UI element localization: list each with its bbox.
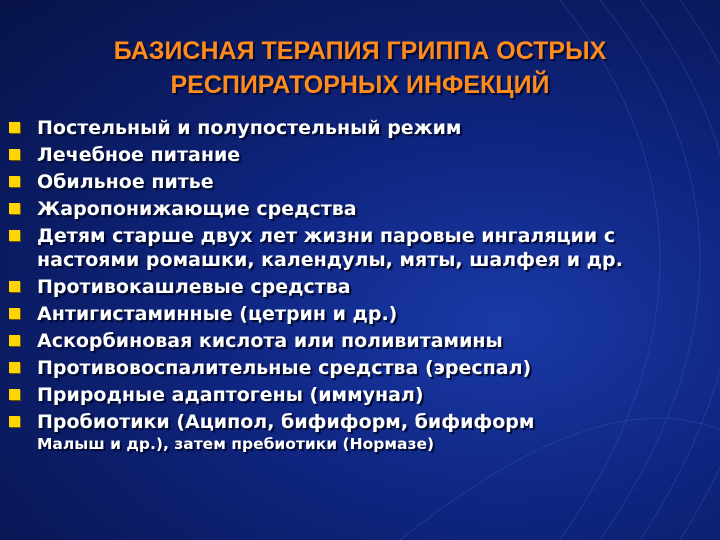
list-item (6, 302, 706, 326)
list-item (6, 410, 706, 454)
square-bullet-icon (9, 230, 20, 241)
therapy-list (6, 116, 706, 457)
square-bullet-icon (9, 335, 20, 346)
square-bullet-icon (9, 308, 20, 319)
slide-title-line-1: БАЗИСНАЯ ТЕРАПИЯ ГРИППА ОСТРЫХ (113, 37, 607, 65)
list-item-text: Антигистаминные (цетрин и др.) (37, 303, 398, 325)
list-item-text: Противокашлевые средства (37, 276, 351, 298)
slide-title (0, 34, 720, 102)
list-item-text: Жаропонижающие средства (37, 198, 357, 220)
slide-title-line-2: РЕСПИРАТОРНЫХ ИНФЕКЦИЙ (170, 71, 550, 99)
list-item-text: Природные адаптогены (иммунал) (37, 384, 424, 406)
list-item-text: Обильное питье (37, 171, 214, 193)
list-item (6, 116, 706, 140)
list-item (6, 329, 706, 353)
square-bullet-icon (9, 122, 20, 133)
list-item (6, 197, 706, 221)
square-bullet-icon (9, 362, 20, 373)
list-item (6, 275, 706, 299)
list-item-continuation: Малыш и др.), затем пребиотики (Нормазе) (37, 435, 435, 453)
square-bullet-icon (9, 176, 20, 187)
list-item (6, 383, 706, 407)
list-item-text: Аскорбиновая кислота или поливитамины (37, 330, 503, 352)
square-bullet-icon (9, 416, 20, 427)
list-item-text: Противовоспалительные средства (эреспал) (37, 357, 532, 379)
square-bullet-icon (9, 203, 20, 214)
list-item (6, 356, 706, 380)
list-item-text: Детям старше двух лет жизни паровые ингаляции с настоями ромашки, календулы, мяты, шалфея и др. (37, 225, 623, 271)
square-bullet-icon (9, 149, 20, 160)
list-item (6, 224, 706, 272)
square-bullet-icon (9, 281, 20, 292)
list-item-text: Лечебное питание (37, 144, 241, 166)
square-bullet-icon (9, 389, 20, 400)
list-item (6, 170, 706, 194)
list-item-text: Пробиотики (Аципол, бифиформ, бифиформ (37, 411, 535, 433)
list-item (6, 143, 706, 167)
list-item-text: Постельный и полупостельный режим (37, 117, 462, 139)
